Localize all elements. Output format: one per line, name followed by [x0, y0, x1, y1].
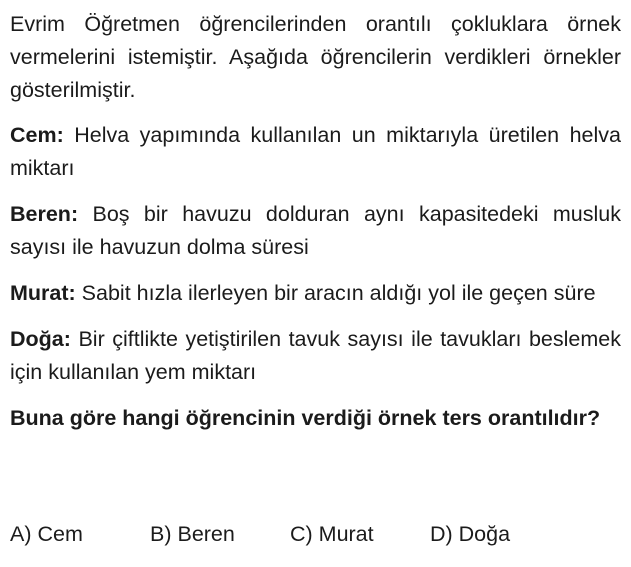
example-name: Cem:: [10, 123, 64, 147]
example-name: Doğa:: [10, 327, 71, 351]
example-text: Helva yapımında kullanılan un miktarıyla üretilen helva miktarı: [10, 123, 621, 180]
example-murat: [10, 277, 621, 310]
question-text: Buna göre hangi öğrencinin verdiği örnek ters orantılıdır?: [10, 406, 601, 430]
intro-text: Evrim Öğretmen öğrencilerinden orantılı çokluklara örnek vermelerini istemiştir. Aşağıda öğrencilerin verdikleri örnekler gösterilmiştir.: [10, 12, 621, 102]
example-text: Sabit hızla ilerleyen bir aracın aldığı yol ile geçen süre: [81, 281, 596, 305]
answer-options: [10, 518, 621, 551]
example-doga: [10, 323, 621, 389]
option-c[interactable]: C) Murat: [290, 522, 374, 546]
option-b[interactable]: B) Beren: [150, 522, 235, 546]
example-name: Murat:: [10, 281, 76, 305]
example-text: Boş bir havuzu dolduran aynı kapasitedeki musluk sayısı ile havuzun dolma süresi: [10, 202, 621, 259]
example-beren: [10, 198, 621, 264]
option-a[interactable]: A) Cem: [10, 522, 83, 546]
example-text: Bir çiftlikte yetiştirilen tavuk sayısı ile tavukları beslemek için kullanılan yem miktarı: [10, 327, 621, 384]
example-name: Beren:: [10, 202, 79, 226]
example-cem: [10, 119, 621, 185]
option-d[interactable]: D) Doğa: [430, 522, 511, 546]
